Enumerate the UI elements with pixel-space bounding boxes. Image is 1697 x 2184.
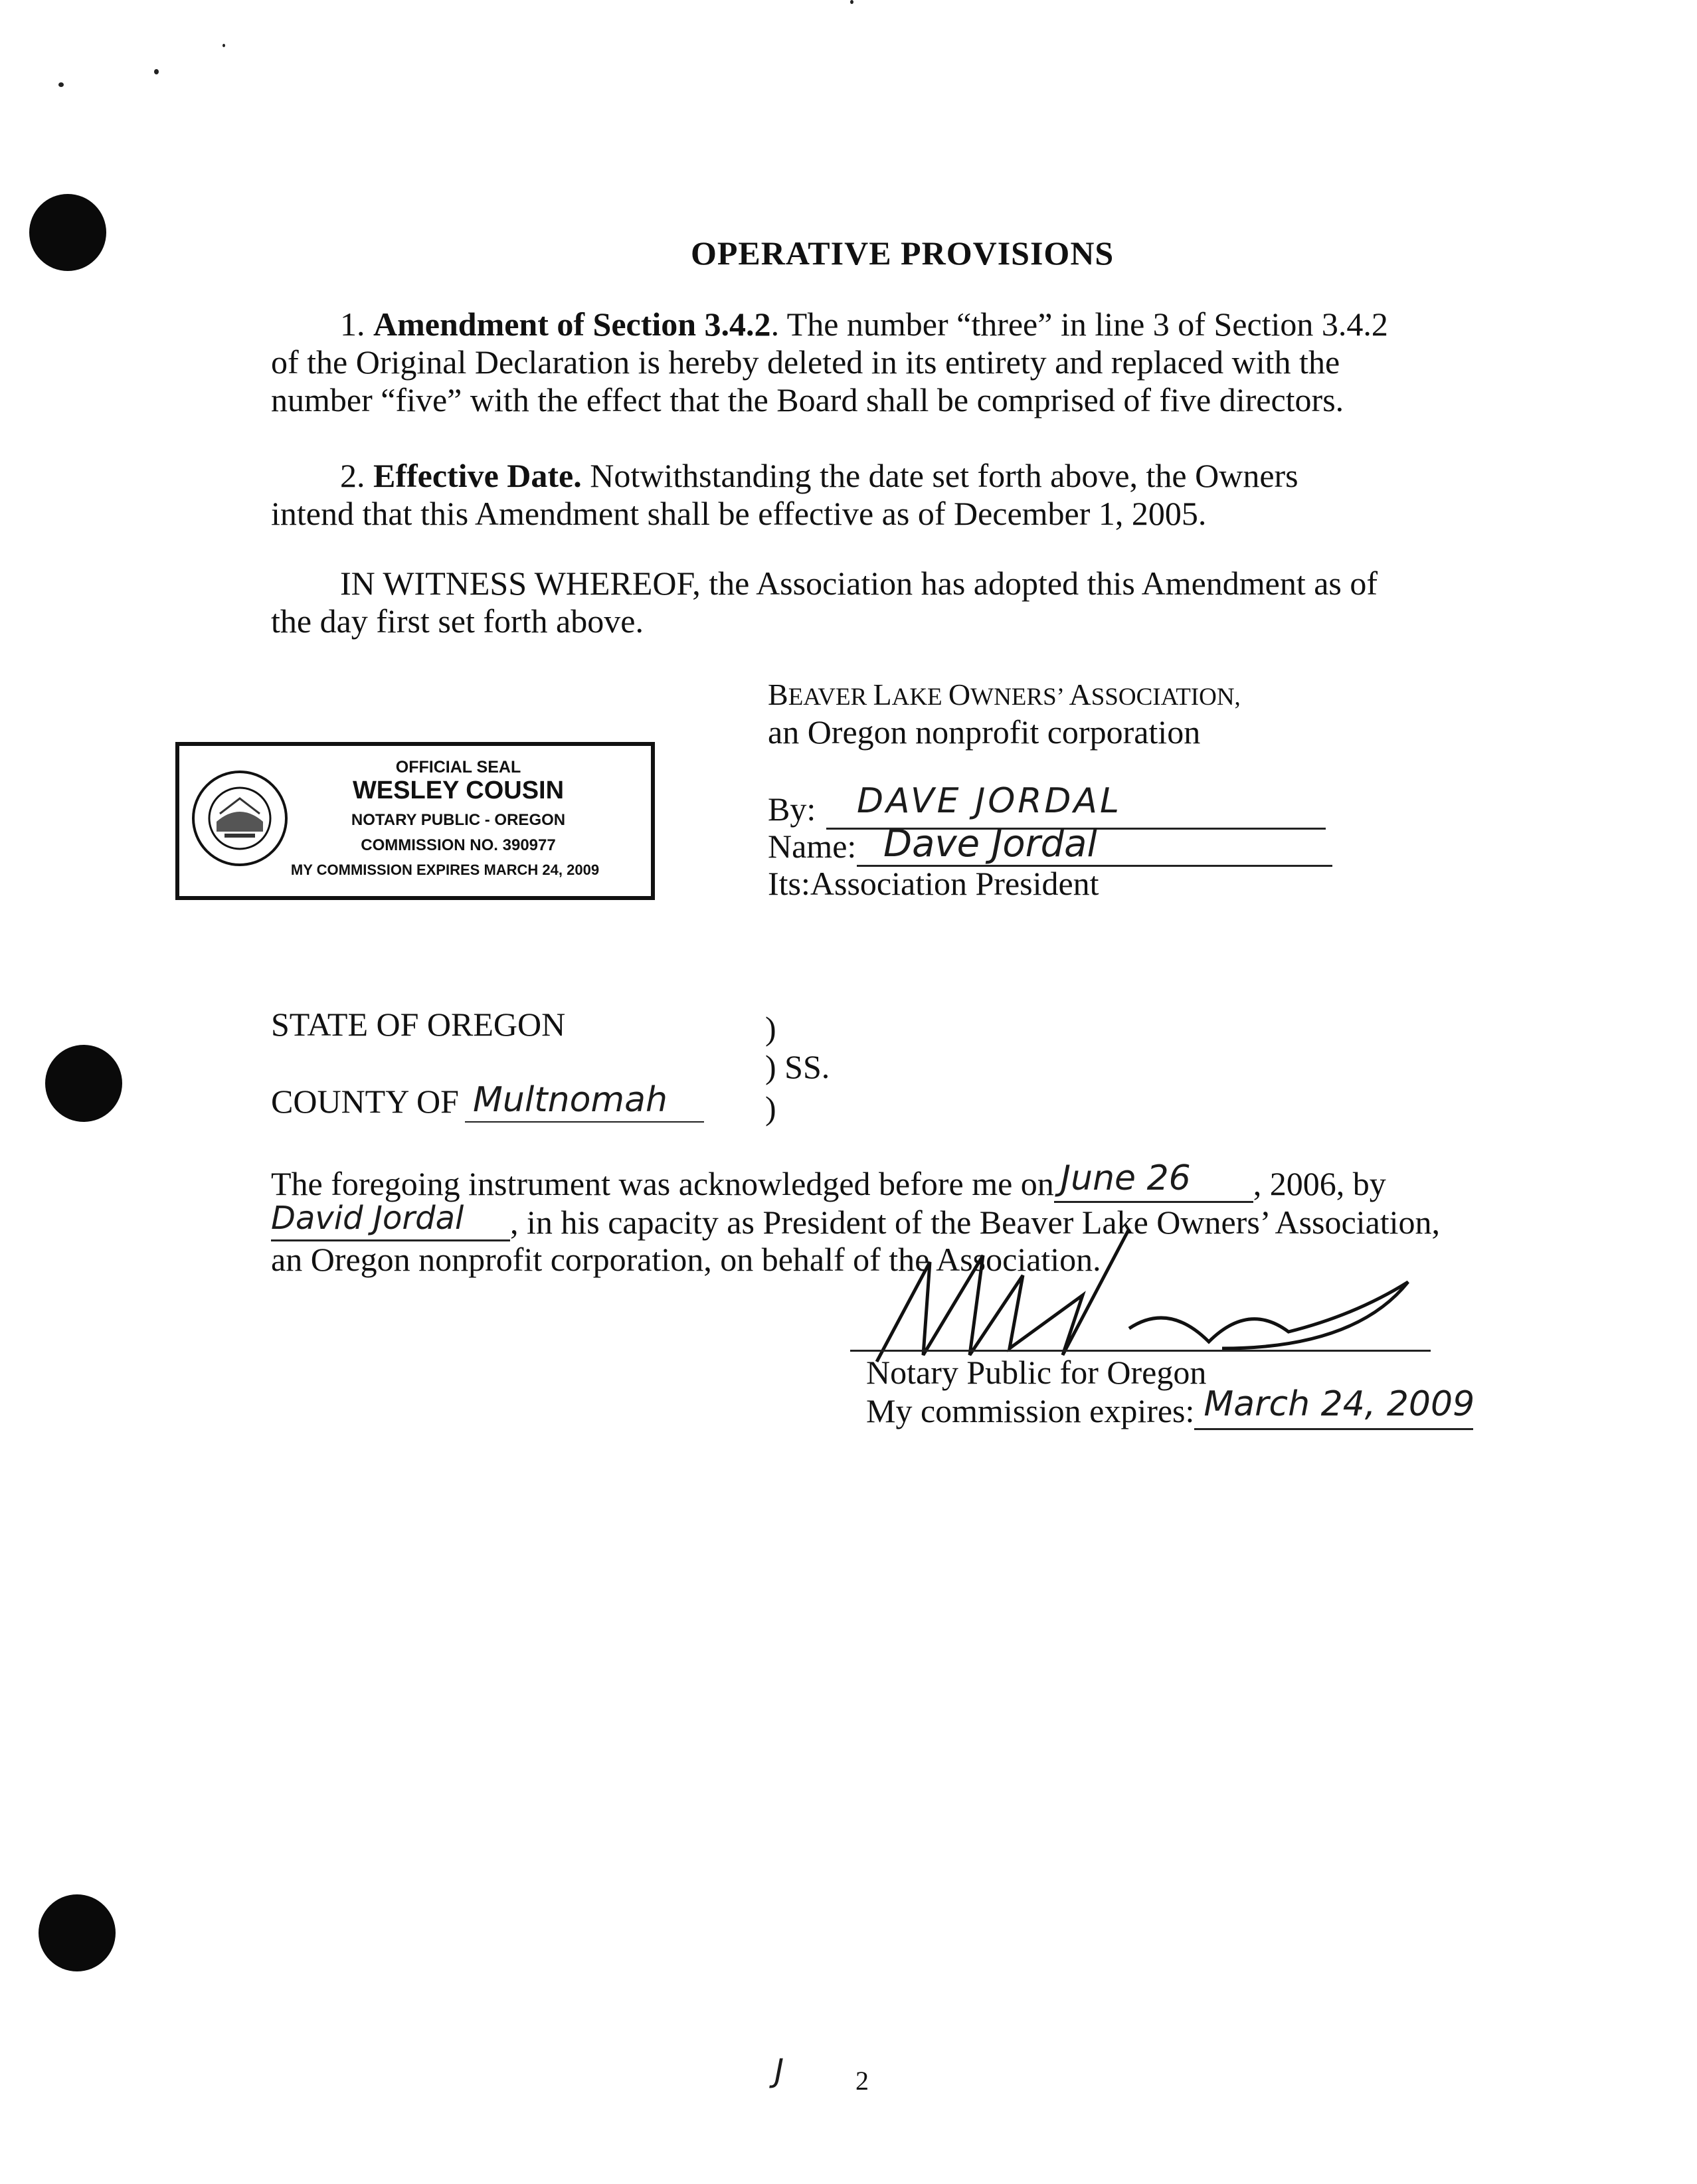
notary-title: Notary Public for Oregon — [866, 1354, 1207, 1391]
name-label: Name: — [768, 828, 857, 865]
its-value: Association President — [810, 865, 1099, 902]
notary-signature — [890, 1282, 1084, 1313]
paragraph-witness — [271, 565, 1467, 640]
venue-county-label: COUNTY OF — [271, 1083, 459, 1120]
commission-expiration: MY COMMISSION EXPIRES MARCH 24, 2009 — [290, 862, 600, 878]
notary-seal-stamp — [175, 742, 655, 900]
para-text: IN WITNESS WHEREOF, the Association has adopted this Amendment as of — [340, 565, 1378, 602]
acknowledgment-line1: The foregoing instrument was acknowledged before me on June 26 , 2006, by — [271, 1158, 1386, 1202]
para-number: 2. — [340, 457, 365, 494]
by-label: By: — [768, 790, 816, 828]
scan-speck — [223, 44, 225, 47]
notary-name: WESLEY COUSIN — [352, 776, 565, 804]
venue-paren: ) — [765, 1089, 776, 1127]
para-number: 1. — [340, 306, 365, 343]
para-text: of the Original Declaration is hereby deleted in its entirety and replaced with the — [271, 343, 1340, 381]
state-seal-emblem — [190, 769, 290, 868]
acknowledgment-date-handwritten: June 26 — [1060, 1158, 1191, 1198]
para-text: number “five” with the effect that the Board shall be comprised of five directors. — [271, 381, 1344, 418]
punch-hole — [29, 194, 106, 271]
venue-ss: ) SS. — [765, 1048, 830, 1085]
scan-speck — [154, 69, 159, 74]
footer-initial: J — [774, 2052, 784, 2090]
association-name: BEAVER LAKE OWNERS’ ASSOCIATION, — [768, 678, 1241, 711]
scan-speck — [850, 0, 853, 4]
county-line — [465, 1121, 704, 1123]
para-text: the day first set forth above. — [271, 602, 644, 640]
punch-hole — [39, 1894, 116, 1971]
para-heading: Amendment of Section 3.4.2 — [373, 306, 771, 343]
commission-expires-label: My commission expires: March 24, 2009 — [866, 1384, 1475, 1429]
para-text: . The number “three” in line 3 of Section 3.4.2 — [770, 306, 1388, 343]
acknowledgment-line2: David Jordal , in his capacity as President of the Beaver Lake Owners’ Association, — [271, 1200, 1441, 1241]
para-text: Notwithstanding the date set forth above, the Owners — [581, 457, 1298, 494]
venue-state: STATE OF OREGON — [271, 1006, 566, 1043]
seal-title: OFFICIAL SEAL — [395, 758, 521, 776]
paragraph-effective-date — [271, 457, 1467, 533]
president-signature-print: DAVE JORDAL — [857, 781, 1122, 821]
association-description: an Oregon nonprofit corporation — [768, 713, 1201, 751]
commission-expires-handwritten: March 24, 2009 — [1204, 1384, 1475, 1424]
signer-name-handwritten: David Jordal — [271, 1200, 464, 1237]
its-label: Its:Association President — [768, 865, 1099, 902]
acknowledgment-line3: an Oregon nonprofit corporation, on behalf of the Association. — [271, 1241, 1101, 1278]
notary-signature-line — [850, 1350, 1431, 1352]
president-signature: Dave Jordal — [883, 822, 1098, 865]
punch-hole — [45, 1045, 122, 1122]
para-heading: Effective Date. — [373, 457, 582, 494]
page-number: 2 — [855, 2066, 869, 2096]
para-text: intend that this Amendment shall be effective as of December 1, 2005. — [271, 495, 1207, 532]
venue-county-handwritten: Multnomah — [473, 1080, 668, 1120]
venue-paren: ) — [765, 1010, 776, 1047]
commission-number: COMMISSION NO. 390977 — [361, 836, 556, 854]
notary-jurisdiction: NOTARY PUBLIC - OREGON — [351, 811, 566, 829]
page-title: OPERATIVE PROVISIONS — [691, 234, 1115, 272]
scan-speck — [58, 82, 64, 87]
paragraph-amendment — [271, 306, 1467, 419]
